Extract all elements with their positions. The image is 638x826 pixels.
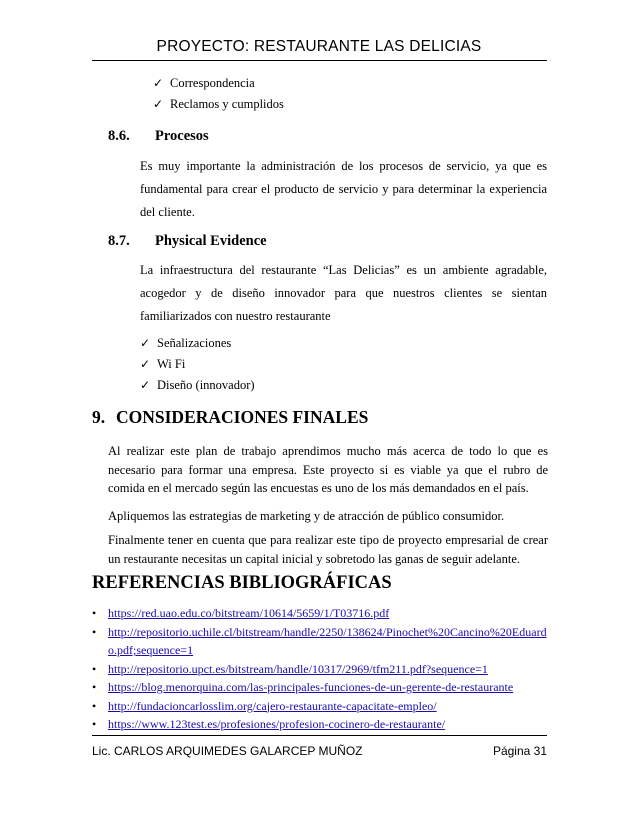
bullet-icon: • bbox=[92, 661, 97, 676]
bullet-icon: • bbox=[92, 680, 97, 694]
reference-item bbox=[92, 678, 548, 697]
checkmark-icon: ✓ bbox=[140, 336, 151, 350]
checkmark-icon: ✓ bbox=[153, 97, 164, 111]
references-title: REFERENCIAS BIBLIOGRÁFICAS bbox=[92, 573, 392, 593]
paragraph-text: Finalmente tener en cuenta que para realizar este tipo de proyecto empresarial de crear un restaurante necesitas un capital inicial y sobretodo las ganas de seguir adelante. bbox=[108, 533, 548, 566]
checklist-item-label: Diseño (innovador) bbox=[157, 378, 255, 392]
reference-link[interactable]: https://red.uao.edu.co/bitstream/10614/5659/1/T03716.pdf bbox=[108, 606, 390, 620]
reference-item bbox=[92, 660, 548, 679]
section-number: 8.7. bbox=[108, 233, 130, 249]
reference-item bbox=[92, 715, 548, 734]
checkmark-icon: ✓ bbox=[153, 76, 164, 90]
bullet-icon: • bbox=[92, 717, 97, 731]
footer-rule bbox=[92, 735, 547, 736]
section-heading-8-6 bbox=[108, 128, 209, 145]
bullet-icon: • bbox=[92, 624, 97, 639]
reference-link[interactable]: http://fundacioncarlosslim.org/cajero-restaurante-capacitate-empleo/ bbox=[108, 698, 437, 713]
paragraph-text: Apliquemos las estrategias de marketing y de atracción de público consumidor. bbox=[108, 509, 505, 523]
reference-link[interactable]: http://repositorio.upct.es/bitstream/handle/10317/2969/tfm211.pdf?sequence=1 bbox=[108, 661, 488, 676]
reference-item bbox=[92, 697, 548, 716]
section-paragraph bbox=[140, 155, 547, 224]
section-title: CONSIDERACIONES FINALES bbox=[116, 407, 369, 427]
page-header-title: PROYECTO: RESTAURANTE LAS DELICIAS bbox=[156, 38, 482, 55]
reference-link[interactable]: https://blog.menorquina.com/las-principales-funciones-de-un-gerente-de-restaurante bbox=[108, 680, 514, 694]
conclusion-paragraph bbox=[108, 442, 548, 498]
checklist-item bbox=[153, 76, 255, 91]
checklist-item-label: Correspondencia bbox=[170, 76, 255, 90]
section-title: Procesos bbox=[155, 128, 209, 144]
bullet-icon: • bbox=[92, 606, 97, 620]
checklist-item-label: Reclamos y cumplidos bbox=[170, 97, 284, 111]
checklist-item bbox=[140, 336, 231, 351]
conclusion-paragraph bbox=[108, 507, 548, 526]
checklist-item bbox=[153, 97, 284, 112]
section-heading-9 bbox=[92, 407, 368, 428]
checklist-item bbox=[140, 357, 185, 372]
footer-author: Lic. CARLOS ARQUIMEDES GALARCEP MUÑOZ bbox=[92, 744, 363, 758]
conclusion-paragraph bbox=[108, 531, 548, 568]
checklist-item-label: Señalizaciones bbox=[157, 336, 232, 350]
section-heading-8-7 bbox=[108, 233, 267, 250]
reference-link[interactable]: https://www.123test.es/profesiones/profesion-cocinero-de-restaurante/ bbox=[108, 717, 446, 731]
bullet-icon: • bbox=[92, 698, 97, 713]
section-paragraph bbox=[140, 259, 547, 328]
section-title: Physical Evidence bbox=[155, 233, 267, 249]
paragraph-text: La infraestructura del restaurante “Las Delicias” es un ambiente agradable, acogedor y de diseño innovador para que nuestros clientes se sientan familiarizados con nuestro restaurante bbox=[140, 263, 547, 323]
paragraph-text: Es muy importante la administración de los procesos de servicio, ya que es fundamental para crear el producto de servicio y para determinar la experiencia del cliente. bbox=[140, 159, 547, 219]
reference-item bbox=[92, 623, 548, 660]
checkmark-icon: ✓ bbox=[140, 357, 151, 371]
section-number: 9. bbox=[92, 407, 106, 427]
reference-item bbox=[92, 604, 548, 623]
checkmark-icon: ✓ bbox=[140, 378, 151, 392]
paragraph-text: Al realizar este plan de trabajo aprendimos mucho más acerca de todo lo que es necesario para formar una empresa. Este proyecto si es viable ya que el rubro de comida en el mercado según las encuestas es uno de los más demandados en el país. bbox=[108, 444, 548, 495]
section-number: 8.6. bbox=[108, 128, 130, 144]
references-list bbox=[92, 604, 548, 734]
reference-link[interactable]: http://repositorio.uchile.cl/bitstream/handle/2250/138624/Pinochet%20Cancino%20Eduardo.pdf;sequence=1 bbox=[108, 624, 547, 657]
checklist-item bbox=[140, 378, 255, 393]
footer-page-number: Página 31 bbox=[492, 744, 547, 758]
checklist-item-label: Wi Fi bbox=[157, 357, 186, 371]
header-rule bbox=[92, 60, 547, 61]
